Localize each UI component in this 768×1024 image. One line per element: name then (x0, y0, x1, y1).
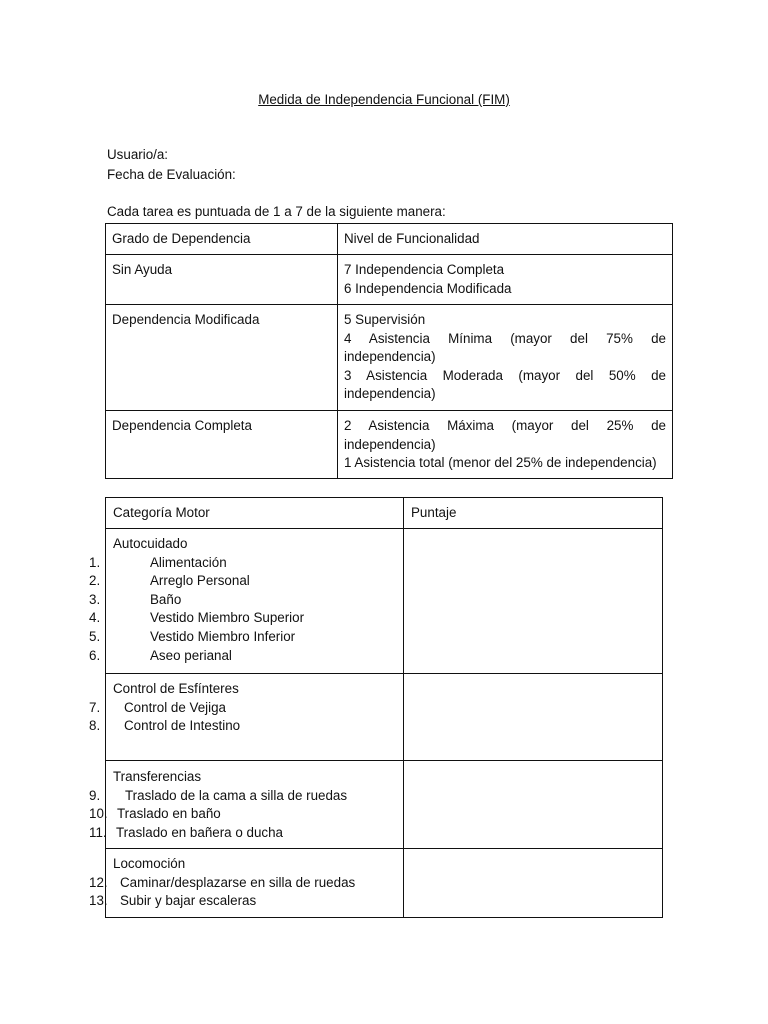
list-item (89, 805, 396, 824)
item-label: Control de Intestino (124, 718, 241, 734)
dependency-scale-table (105, 223, 673, 479)
level-line: 5 Supervisión (344, 312, 426, 327)
list-item (89, 647, 396, 666)
level-line: 1 Asistencia total (menor del 25% de independencia) (344, 455, 657, 471)
list-item (89, 824, 396, 843)
list-item (89, 699, 396, 718)
item-number: 7. (89, 699, 101, 715)
list-item (89, 717, 396, 736)
item-number: 6. (89, 647, 101, 663)
grade-cell: Dependencia Completa (106, 411, 338, 479)
level-line: 3 Asistencia Moderada (mayor del 50% de independencia) (344, 367, 666, 402)
item-label: Vestido Miembro Inferior (150, 628, 296, 644)
header-puntaje: Puntaje (404, 498, 663, 529)
grade-cell: Dependencia Modificada (106, 305, 338, 411)
item-label: Arreglo Personal (150, 573, 250, 589)
levels-cell (338, 411, 673, 479)
item-label: Traslado en baño (117, 806, 221, 822)
item-number: 13. (89, 893, 108, 909)
motor-category-table (89, 497, 663, 918)
list-item (89, 591, 396, 610)
item-number: 4. (89, 610, 101, 626)
scale-intro: Cada tarea es puntuada de 1 a 7 de la siguiente manera: (107, 204, 446, 219)
level-line: 6 Independencia Modificada (344, 280, 512, 296)
section-row-autocuidado (106, 529, 663, 674)
item-label: Control de Vejiga (124, 699, 226, 715)
table-header-row (106, 224, 673, 255)
table-row (106, 305, 673, 411)
score-cell[interactable] (404, 849, 663, 918)
item-number: 5. (89, 628, 101, 644)
category-cell (89, 849, 404, 918)
item-label: Traslado de la cama a silla de ruedas (125, 787, 348, 803)
item-number: 9. (89, 787, 101, 803)
section-row-locomocion (106, 849, 663, 918)
item-label: Aseo perianal (150, 647, 232, 663)
table-row (106, 255, 673, 305)
level-line: 7 Independencia Completa (344, 262, 505, 277)
table-header-row (106, 498, 663, 529)
item-number: 11. (89, 824, 107, 840)
item-label: Vestido Miembro Superior (150, 610, 305, 626)
list-item (89, 609, 396, 628)
category-cell (89, 761, 404, 849)
item-number: 1. (89, 554, 101, 570)
item-label: Caminar/desplazarse en silla de ruedas (120, 874, 356, 890)
score-cell[interactable] (404, 529, 663, 674)
item-label: Subir y bajar escaleras (120, 893, 257, 909)
table-row (106, 411, 673, 479)
list-item (89, 787, 396, 806)
item-label: Traslado en bañera o ducha (116, 824, 284, 840)
list-item (89, 572, 396, 591)
section-title: Control de Esfínteres (113, 681, 239, 696)
header-grado: Grado de Dependencia (106, 224, 338, 255)
item-number: 10. (89, 806, 108, 822)
list-item (89, 892, 396, 911)
levels-cell (338, 305, 673, 411)
level-line: 2 Asistencia Máxima (mayor del 25% de independencia) (344, 418, 666, 452)
section-title: Autocuidado (113, 536, 188, 551)
section-row-esfinteres (106, 674, 663, 761)
fecha-evaluacion-label: Fecha de Evaluación: (107, 167, 236, 182)
item-label: Alimentación (150, 554, 227, 570)
list-item (89, 874, 396, 893)
section-title: Transferencias (113, 769, 202, 784)
item-number: 8. (89, 718, 101, 734)
score-cell[interactable] (404, 761, 663, 849)
score-cell[interactable] (404, 674, 663, 761)
usuario-label: Usuario/a: (107, 147, 169, 162)
header-categoria: Categoría Motor (106, 498, 404, 529)
level-line: 4 Asistencia Mínima (mayor del 75% de independencia) (344, 330, 666, 365)
item-number: 2. (89, 573, 101, 589)
list-item (89, 554, 396, 573)
levels-cell (338, 255, 673, 305)
list-item (89, 628, 396, 647)
category-cell (89, 529, 404, 674)
grade-cell: Sin Ayuda (106, 255, 338, 305)
header-nivel: Nivel de Funcionalidad (338, 224, 673, 255)
item-number: 3. (89, 591, 101, 607)
category-cell (89, 674, 404, 761)
item-label: Baño (150, 591, 182, 607)
item-number: 12. (89, 874, 108, 890)
document-title: Medida de Independencia Funcional (FIM) (258, 92, 510, 107)
section-row-transferencias (106, 761, 663, 849)
section-title: Locomoción (113, 856, 186, 871)
